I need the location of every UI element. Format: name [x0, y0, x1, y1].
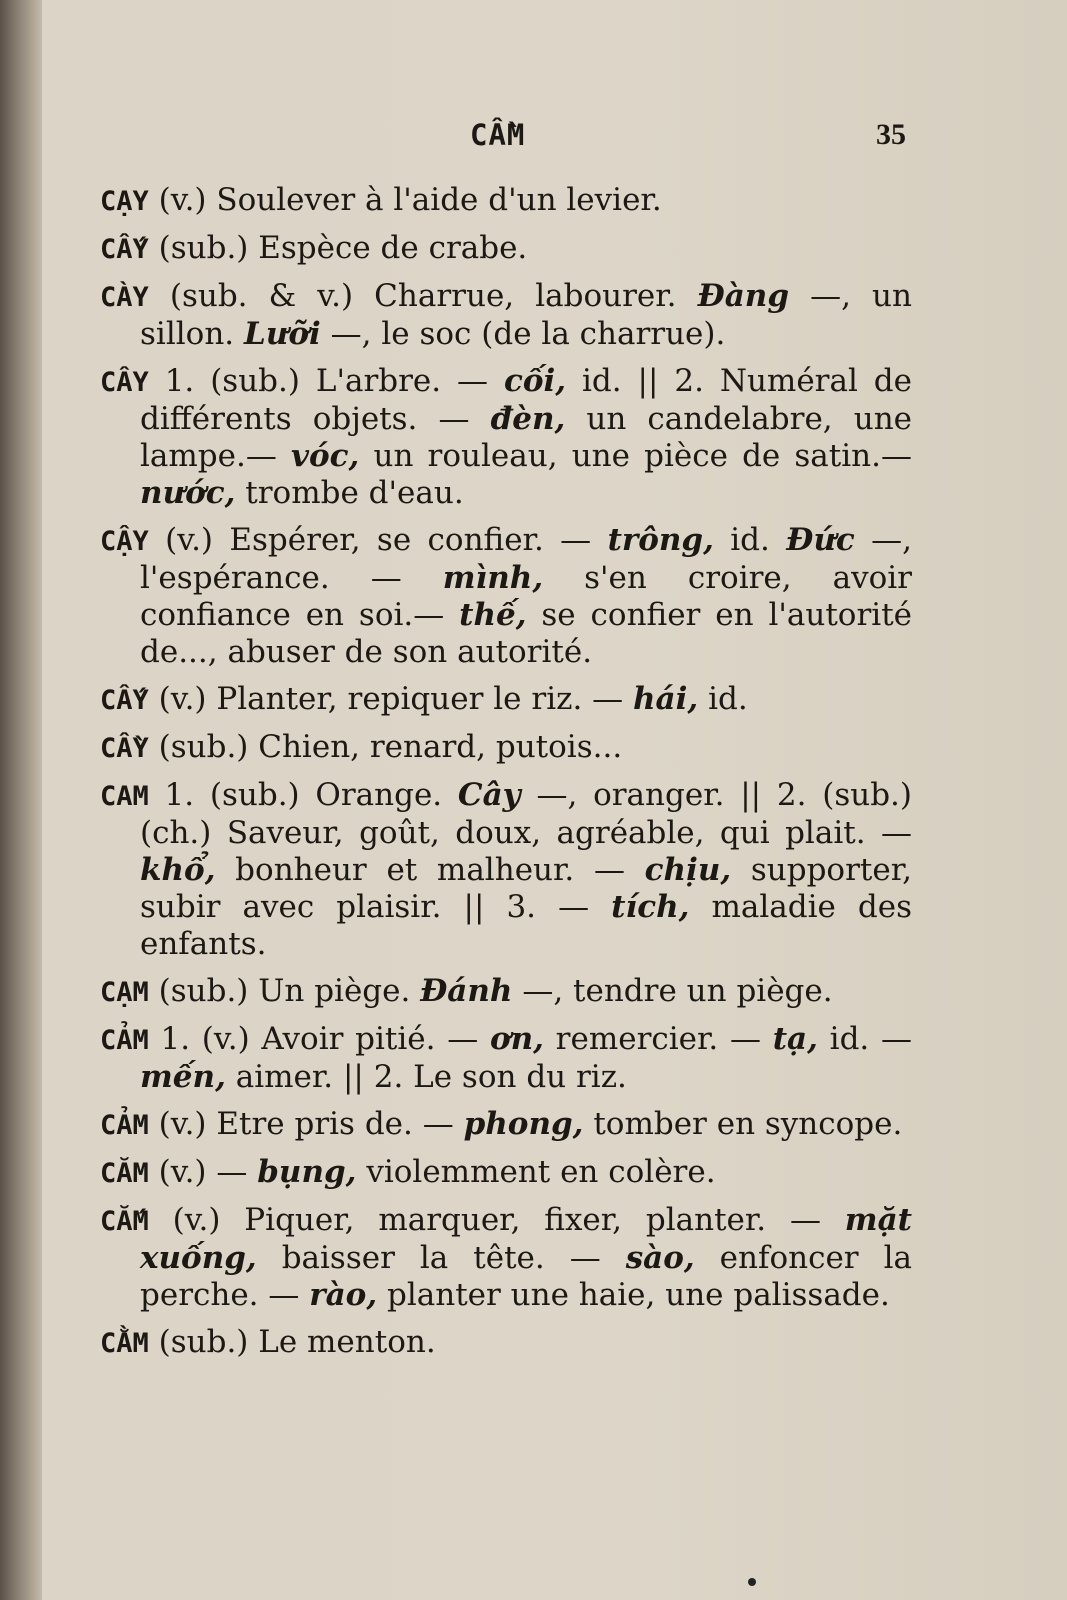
example-phrase: đèn,	[490, 401, 566, 437]
example-phrase: khổ,	[140, 852, 216, 888]
definition-text: supporter, subir avec plaisir. || 3. —	[140, 852, 912, 925]
entry-headword: CAM	[100, 781, 149, 812]
definition-text: —, un sillon.	[140, 278, 912, 352]
definition-text: trombe d'eau.	[235, 475, 464, 511]
example-phrase: phong,	[463, 1106, 584, 1142]
definition-text: id. || 2. Numéral de différents objets. —	[140, 363, 912, 437]
definition-text: —, oranger. || 2. (sub.) (ch.) Saveur, goût, doux, agréable, qui plait. —	[140, 777, 912, 851]
example-phrase: bụng,	[257, 1154, 357, 1190]
dictionary-entry	[100, 1154, 912, 1192]
dictionary-entry	[100, 777, 912, 963]
example-phrase: mến,	[140, 1059, 226, 1095]
definition-text: (sub.) Le menton.	[148, 1324, 436, 1360]
example-phrase: rào,	[309, 1277, 378, 1313]
dictionary-entry	[100, 522, 912, 671]
example-phrase: Đánh	[420, 973, 513, 1009]
entry-headword: CẰM	[100, 1328, 149, 1359]
entry-headword: CĂM	[100, 1158, 149, 1189]
example-phrase: chịu,	[644, 852, 732, 888]
definition-text: (sub.) Un piège.	[148, 973, 421, 1009]
definition-text: un candelabre, une lampe.—	[140, 401, 913, 474]
definition-text: maladie des enfants.	[140, 889, 912, 962]
definition-text: violemment en colère.	[356, 1154, 716, 1190]
dictionary-entry	[100, 1202, 912, 1314]
running-headword: CẦM	[470, 118, 526, 152]
entry-headword: CẤY	[100, 234, 149, 265]
definition-text: 1. (sub.) L'arbre. —	[148, 363, 504, 399]
definition-text: remercier. —	[543, 1021, 773, 1057]
definition-text: id.	[698, 681, 748, 717]
dictionary-entry	[100, 278, 912, 353]
entry-headword: CẦY	[100, 733, 149, 764]
example-phrase: hái,	[633, 681, 699, 717]
example-phrase: nước,	[140, 475, 236, 511]
running-head	[0, 118, 1067, 158]
dictionary-entry	[100, 681, 912, 719]
entry-headword: CẢM	[100, 1110, 149, 1141]
entry-headword: CÀY	[100, 282, 149, 313]
example-phrase: thế,	[459, 597, 527, 633]
example-phrase: mặt xuống,	[140, 1202, 912, 1276]
example-phrase: cối,	[503, 363, 567, 399]
definition-text: tomber en syncope.	[583, 1106, 903, 1142]
entry-headword: CẬY	[100, 526, 149, 557]
definition-text: id.	[713, 522, 787, 558]
definition-text: —, l'espérance. —	[140, 522, 913, 596]
example-phrase: mình,	[442, 560, 544, 596]
entry-headword: CẢM	[100, 1025, 149, 1056]
dictionary-entry	[100, 1106, 912, 1144]
definition-text: —, tendre un piège.	[512, 973, 833, 1009]
dictionary-entry	[100, 1324, 912, 1362]
definition-text: (v.) Piquer, marquer, fixer, planter. —	[148, 1202, 845, 1238]
definition-text: se confier en l'autorité de..., abuser de son autorité.	[140, 597, 912, 670]
definition-text: bonheur et malheur. —	[215, 852, 645, 888]
dictionary-entry	[100, 230, 912, 268]
definition-text: un rouleau, une pièce de satin.—	[359, 438, 912, 474]
example-phrase: sào,	[625, 1240, 695, 1276]
definition-text: s'en croire, avoir confiance en soi.—	[140, 560, 912, 633]
definition-text: id. —	[817, 1021, 912, 1057]
entry-headword: CẤY	[100, 685, 149, 716]
entry-headword: CÂY	[100, 367, 149, 398]
definition-text: —, le soc (de la charrue).	[320, 316, 726, 352]
page-number: 35	[876, 118, 906, 151]
dictionary-entry	[100, 1021, 912, 1096]
entry-headword: CẠM	[100, 977, 149, 1008]
example-phrase: Cây	[457, 777, 521, 813]
dictionary-entry	[100, 363, 912, 512]
dictionary-entry	[100, 973, 912, 1011]
example-phrase: Đàng	[697, 278, 790, 314]
example-phrase: Đức	[786, 522, 855, 558]
definition-text: 1. (v.) Avoir pitié. —	[148, 1021, 490, 1057]
example-phrase: Lưỡi	[244, 316, 321, 352]
definition-text: (v.) Planter, repiquer le riz. —	[148, 681, 634, 717]
example-phrase: tích,	[611, 889, 690, 925]
definition-text: aimer. || 2. Le son du riz.	[225, 1059, 627, 1095]
ink-speck	[748, 1578, 756, 1586]
definition-text: (sub. & v.) Charrue, labourer.	[148, 278, 698, 314]
definition-text: (v.) —	[148, 1154, 258, 1190]
definition-text: baisser la tête. —	[256, 1240, 626, 1276]
example-phrase: trông,	[607, 522, 714, 558]
example-phrase: tạ,	[772, 1021, 818, 1057]
definition-text: (v.) Espérer, se confier. —	[148, 522, 608, 558]
dictionary-entry	[100, 729, 912, 767]
example-phrase: ơn,	[489, 1021, 544, 1057]
dictionary-entries	[100, 182, 912, 1372]
definition-text: (sub.) Espèce de crabe.	[148, 230, 528, 266]
definition-text: 1. (sub.) Orange.	[148, 777, 458, 813]
example-phrase: vóc,	[290, 438, 360, 474]
dictionary-entry	[100, 182, 912, 220]
definition-text: (v.) Soulever à l'aide d'un levier.	[148, 182, 662, 218]
definition-text: (sub.) Chien, renard, putois...	[148, 729, 623, 765]
definition-text: planter une haie, une palissade.	[377, 1277, 890, 1313]
entry-headword: CẮM	[100, 1206, 149, 1237]
definition-text: (v.) Etre pris de. —	[148, 1106, 464, 1142]
definition-text: enfoncer la perche. —	[140, 1240, 912, 1313]
entry-headword: CẠY	[100, 186, 149, 217]
book-spine-shadow	[0, 0, 42, 1600]
